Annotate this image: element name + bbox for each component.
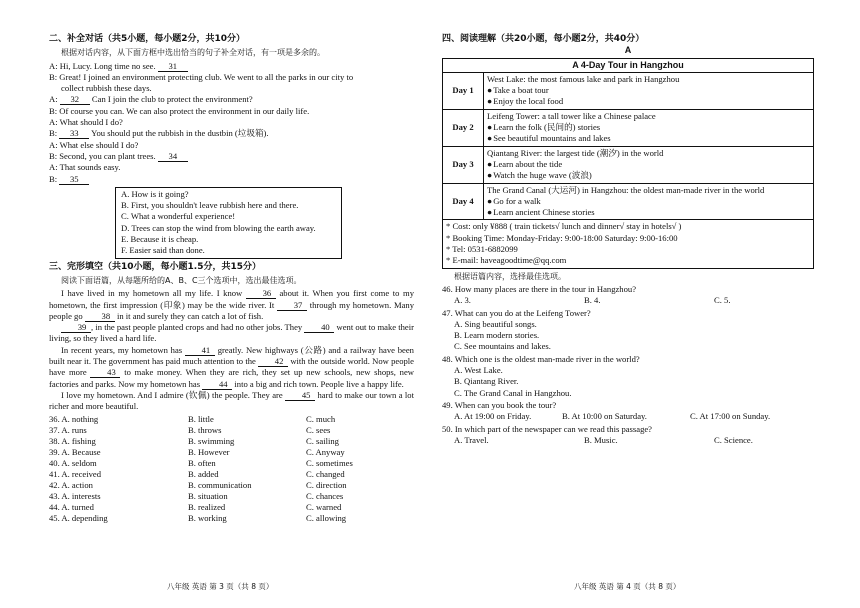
question-option: C. The Grand Canal in Hangzhou. (454, 387, 572, 398)
dialogue-line (49, 151, 414, 162)
passage-text: I have lived in my hometown all my life. I know (61, 288, 246, 299)
dialogue-option: E. Because it is cheap. (121, 234, 199, 245)
question-text: 46. How many places are there in the tour in Hangzhou? (442, 283, 637, 294)
choice-option: C. direction (306, 479, 347, 490)
info-line: * Cost: only ¥888 ( train tickets√ lunch and dinner√ stay in hotels√ ) (446, 221, 682, 232)
question-text: 49. When can you book the tour? (442, 399, 557, 410)
choice-option: C. sailing (306, 435, 339, 446)
day-place: The Grand Canal (大运河) in Hangzhou: the oldest man-made river in the world (487, 184, 765, 195)
day-label: Day 2 (443, 109, 484, 146)
answer-blank: 39 (61, 323, 91, 333)
choice-option: B. working (188, 512, 227, 523)
question-option: C. 5. (714, 295, 731, 306)
day-activity: ● Learn about the tide (487, 159, 810, 170)
answer-blank: 42 (258, 357, 288, 367)
answer-blank: 44 (202, 380, 232, 390)
dialogue-line (49, 83, 414, 94)
day-label: Day 1 (443, 72, 484, 109)
right-page (442, 34, 814, 446)
choice-option: B. throws (188, 424, 222, 435)
choice-option: 36. A. nothing (49, 413, 99, 424)
dialogue-line (49, 94, 414, 105)
question-option: C. Science. (714, 434, 753, 445)
day-activity: ● Learn the folk (民间的) stories (487, 122, 810, 133)
day-activity: ● Take a boat tour (487, 85, 810, 96)
section4-instruction: 根据语篇内容，选择最佳选项。 (454, 271, 566, 281)
passage-text: through my hometown. Many people go (49, 299, 414, 321)
right-footer: 八年级 英语 第 4 页（共 8 页） (574, 582, 681, 591)
section3-instruction: 阅读下面语篇，从每题所给的A、B、C三个选项中，选出最佳选项。 (61, 275, 302, 285)
answer-blank: 32 (60, 95, 90, 105)
question-option: A. Sing beautiful songs. (454, 318, 537, 329)
dialogue-text: A: What else should I do? (49, 139, 139, 150)
day-activity: ● Enjoy the local food (487, 96, 810, 107)
choice-option: 37. A. runs (49, 424, 87, 435)
tour-table-title: A 4-Day Tour in Hangzhou (443, 58, 814, 72)
question-options (442, 411, 814, 422)
dialogue-option: F. Easier said than done. (121, 245, 205, 256)
question-text: 48. Which one is the oldest man-made river in the world? (442, 353, 640, 364)
tour-day-row (443, 183, 814, 220)
choice-option: C. changed (306, 468, 345, 479)
choice-option: 44. A. turned (49, 501, 94, 512)
day-place: Qiantang River: the largest tide (潮汐) in the world (487, 147, 664, 158)
info-line: * E-mail: haveagoodtime@qq.com (446, 255, 567, 266)
choice-option: C. warned (306, 501, 342, 512)
question-text: 50. In which part of the newspaper can we read this passage? (442, 423, 652, 434)
choice-option: C. allowing (306, 512, 347, 523)
dialogue-line (49, 128, 414, 139)
choice-option: B. added (188, 468, 219, 479)
answer-blank: 40 (304, 323, 334, 333)
left-footer: 八年级 英语 第 3 页（共 8 页） (167, 582, 274, 591)
dialogue-text: B: Great! I joined an environment protecting club. We went to all the parks in our city to (49, 71, 354, 82)
tour-day-row (443, 72, 814, 109)
choice-option: 39. A. Because (49, 446, 101, 457)
cloze-paragraph (49, 322, 414, 345)
question-option: C. See mountains and lakes. (454, 341, 551, 352)
passage-text: with the outside world. Now people have more (49, 356, 414, 378)
choice-option: C. chances (306, 490, 344, 501)
dialogue (49, 61, 414, 185)
question-option: A. 3. (454, 295, 471, 306)
choice-option: B. little (188, 413, 214, 424)
answer-blank: 43 (90, 368, 120, 378)
passage-text: to make money. When they are rich, they set up new schools, new shops, new factories and parks. Now my hometown has (49, 367, 414, 389)
choice-option: B. often (188, 457, 216, 468)
question-option: A. At 19:00 on Friday. (454, 411, 532, 422)
day-details (484, 146, 814, 183)
choice-option: 40. A. seldom (49, 457, 97, 468)
question-option: B. Music. (584, 434, 618, 445)
answer-blank: 45 (285, 391, 315, 401)
dialogue-option: A. How is it going? (121, 188, 189, 199)
question-list (442, 284, 814, 446)
question-option: C. At 17:00 on Sunday. (690, 411, 771, 422)
dialogue-line (49, 106, 414, 117)
dialogue-line (49, 174, 414, 185)
cloze-paragraph (49, 288, 414, 322)
question-option: B. 4. (584, 295, 601, 306)
section4-heading: 四、阅读理解（共20小题，每小题2分，共40分） (442, 34, 645, 44)
dialogue-text: B: (49, 128, 60, 139)
choice-option: 43. A. interests (49, 490, 101, 501)
question-options (442, 435, 814, 446)
dialogue-text: A: What should I do? (49, 117, 123, 128)
dialogue-option: D. Trees can stop the wind from blowing the earth away. (121, 222, 316, 233)
choice-option: 45. A. depending (49, 512, 108, 523)
dialogue-line (49, 61, 414, 72)
day-label: Day 3 (443, 146, 484, 183)
day-label: Day 4 (443, 183, 484, 220)
passage-text: in it and surely they can catch a lot of fish. (114, 310, 264, 321)
left-page (49, 34, 414, 524)
passage-text: went out to make their living, so they lived a hard life. (49, 322, 414, 344)
day-place: West Lake: the most famous lake and park in Hangzhou (487, 73, 680, 84)
day-activity: ● See beautiful mountains and lakes (487, 133, 810, 144)
choice-option: B. communication (188, 479, 252, 490)
choice-option: B. However (188, 446, 230, 457)
dialogue-line (49, 72, 414, 83)
answer-blank: 33 (59, 129, 89, 139)
question-option: A. Travel. (454, 434, 489, 445)
day-activity: ● Go for a walk (487, 196, 810, 207)
cloze-passage (49, 288, 414, 412)
dialogue-text: B: Second, you can plant trees. (49, 150, 158, 161)
answer-blank: 35 (59, 175, 89, 185)
info-line: * Tel: 0531-6882099 (446, 244, 518, 255)
day-details (484, 183, 814, 220)
day-activity: ● Learn ancient Chinese stories (487, 207, 810, 218)
passage-text: about it. When you first come to my hometown, the first impression (印象) may be the wide river. It (49, 288, 415, 310)
passage-text: I love my hometown. And I admire (钦佩) the people. They are (61, 389, 286, 400)
choice-option: 42. A. action (49, 479, 93, 490)
dialogue-text: B: (49, 173, 60, 184)
dialogue-line (49, 140, 414, 151)
cloze-paragraph (49, 390, 414, 413)
dialogue-text: A: That sounds easy. (49, 162, 121, 173)
answer-blank: 38 (85, 312, 115, 322)
day-details (484, 72, 814, 109)
question-options (442, 295, 814, 306)
choice-option: B. swimming (188, 435, 235, 446)
passage-text: greatly. New highways (公路) and a railway have been built near it. The government has paid much attention to the (49, 344, 414, 367)
cloze-choices (49, 414, 414, 524)
choice-option: B. situation (188, 490, 228, 501)
question-option: B. Learn modern stories. (454, 330, 540, 341)
choice-option: B. realized (188, 501, 226, 512)
question-option: B. At 10:00 on Saturday. (562, 411, 647, 422)
choice-option: C. much (306, 413, 336, 424)
day-activity: ● Watch the huge wave (波浪) (487, 170, 810, 181)
dialogue-option: C. What a wonderful experience! (121, 211, 236, 222)
question-text: 47. What can you do at the Leifeng Tower? (442, 307, 591, 318)
choice-option: C. Anyway (306, 446, 345, 457)
tour-day-row (443, 146, 814, 183)
answer-blank: 36 (246, 289, 276, 299)
dialogue-text: Can I join the club to protect the environment? (89, 94, 253, 105)
tour-day-row (443, 109, 814, 146)
question-option: B. Qiantang River. (454, 376, 519, 387)
info-line: * Booking Time: Monday-Friday: 9:00-18:00 Saturday: 9:00-16:00 (446, 232, 678, 243)
passage-text: In recent years, my hometown has (61, 344, 185, 355)
passage-text: into a big and rich town. People live a happy life. (232, 378, 404, 389)
dialogue-text: A: Hi, Lucy. Long time no see. (49, 60, 158, 71)
tour-info-row (443, 220, 814, 268)
choice-option: 38. A. fishing (49, 435, 96, 446)
passage-text: , in the past people planted crops and had no other jobs. They (91, 322, 305, 333)
tour-info (443, 220, 814, 268)
dialogue-line (49, 162, 414, 173)
choice-option: C. sees (306, 424, 331, 435)
dialogue-text: A: (49, 94, 60, 105)
cloze-paragraph (49, 345, 414, 390)
section2-instruction: 根据对话内容，从下面方框中选出恰当的句子补全对话，有一项是多余的。 (61, 48, 325, 58)
dialogue-text: collect rubbish these days. (61, 83, 152, 94)
day-place: Leifeng Tower: a tall tower like a Chinese palace (487, 110, 656, 121)
answer-blank: 34 (158, 152, 188, 162)
answer-blank: 37 (277, 301, 307, 311)
dialogue-line (49, 117, 414, 128)
answer-blank: 41 (185, 346, 215, 356)
day-details (484, 109, 814, 146)
question-option: A. West Lake. (454, 365, 503, 376)
section2-heading: 二、补全对话（共5小题，每小题2分，共10分） (49, 34, 246, 44)
passage-text: hard to make our town a lot richer and more beautiful. (49, 389, 414, 412)
section3-heading: 三、完形填空（共10小题，每小题1.5分，共15分） (49, 261, 261, 272)
dialogue-text: You should put the rubbish in the dustbin (垃圾箱). (89, 128, 269, 139)
choice-option: 41. A. received (49, 468, 102, 479)
dialogue-text: B: Of course you can. We can also protect the environment in our daily life. (49, 105, 310, 116)
dialogue-options-box (115, 187, 342, 259)
choice-option: C. sometimes (306, 457, 353, 468)
answer-blank: 31 (158, 62, 188, 72)
dialogue-option: B. First, you shouldn't leave rubbish here and there. (121, 200, 299, 211)
tour-table (442, 58, 814, 269)
passage-letter: A (624, 45, 632, 56)
